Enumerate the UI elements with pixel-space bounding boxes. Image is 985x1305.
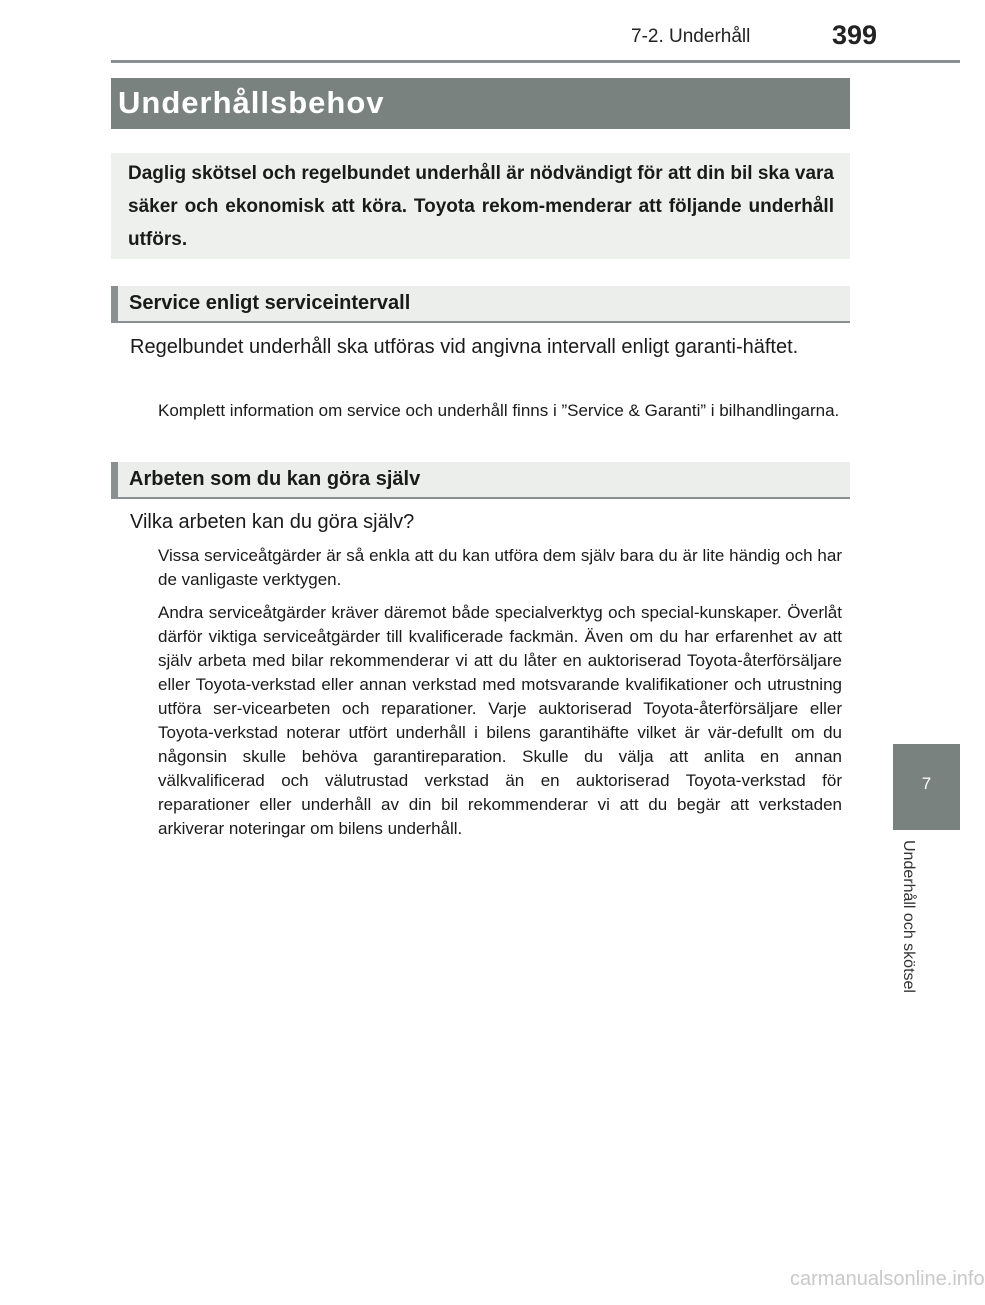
chapter-number: 7: [921, 774, 932, 793]
section-accent: [111, 462, 118, 497]
page-title-bar: [111, 78, 850, 129]
page-title: Underhållsbehov: [118, 85, 385, 120]
chapter-title-wrap: [893, 840, 960, 1040]
intro-text: Daglig skötsel och regelbundet underhåll är nödvändigt för att din bil ska vara säker och ekonomisk att köra. Toyota rekom-menderar att följande underhåll utförs.: [128, 163, 834, 250]
section-paragraph: Vissa serviceåtgärder är så enkla att du kan utföra dem själv bara du är lite händig och har de vanligaste verktygen.: [158, 546, 842, 589]
section-paragraph: Komplett information om service och underhåll finns i ”Service & Garanti” i bilhandlingarna.: [158, 401, 840, 420]
section-lead-text: Regelbundet underhåll ska utföras vid angivna intervall enligt garanti-häftet.: [130, 336, 799, 358]
header-section-label: 7-2. Underhåll: [631, 26, 751, 47]
section-accent: [111, 286, 118, 321]
section-paragraph: Andra serviceåtgärder kräver däremot både specialverktyg och special-kunskaper. Överlåt därför viktiga serviceåtgärder till kvalificerade fackmän. Även om du har erfarenhet av att själv arbeta med bilar rekommenderar vi att du låter en auktoriserad Toyota-återförsäljare eller Toyota-verkstad eller annan verkstad med motsvarande kvalifikationer och utrustning utföra ser-vicearbeten och reparationer. Varje auktoriserad Toyota-återförsäljare eller Toyota-verkstad noterar utfört underhåll i bilens garantihäfte vilket är vär-defullt om du någonsin skulle behöva garantireparation. Skulle du välja att anlita en annan välkvalificerad och välutrustad verkstad än en auktoriserad Toyota-verkstad för reparationer eller underhåll av din bil rekommenderar vi att du begär att verkstaden arkiverar noteringar om bilens underhåll.: [158, 603, 842, 838]
section-heading-service: [111, 286, 850, 323]
page-number: 399: [832, 20, 878, 50]
section-heading-diy: [111, 462, 850, 499]
section-heading-label: Arbeten som du kan göra själv: [129, 468, 421, 490]
section-lead-text: Vilka arbeten kan du göra själv?: [130, 511, 415, 533]
section-heading-label: Service enligt serviceintervall: [129, 292, 411, 314]
watermark: carmanualsonline.info: [790, 1268, 985, 1290]
header-divider: [111, 60, 960, 63]
intro-box: [111, 153, 850, 259]
chapter-tab: [893, 744, 960, 830]
chapter-title: Underhåll och skötsel: [900, 840, 917, 993]
